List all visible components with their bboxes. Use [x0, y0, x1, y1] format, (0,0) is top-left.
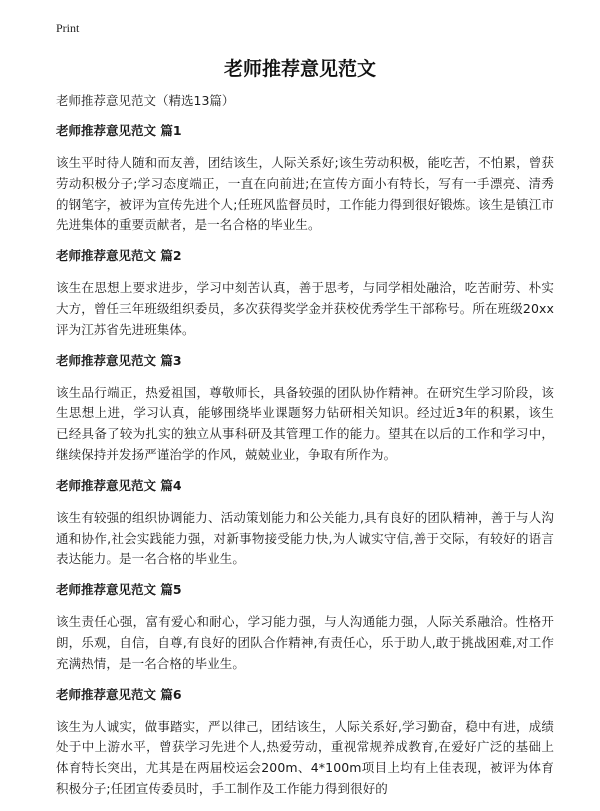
section-body-2: 该生在思想上要求进步，学习中刻苦认真，善于思考，与同学相处融洽，吃苦耐劳、朴实大方，曾任三年班级组织委员，多次获得奖学金并获校优秀学生干部称号。所在班级20xx评为江苏省先进班集体。 — [56, 280, 554, 337]
section-heading-1: 老师推荐意见范文 篇1 — [56, 123, 182, 138]
page-title: 老师推荐意见范文 — [223, 58, 376, 80]
section-body-6: 该生为人诚实，做事踏实，严以律己，团结该生，人际关系好,学习勤奋，稳中有进，成绩处于中上游水平，曾获学习先进个人,热爱劳动，重视常规养成教育,在爱好广泛的基础上体育特长突出，尤其是在两届校运会200m、4*100m项目上均有上佳表现，被评为体育积极分子;任团宣传委员时，手工制作及工作能力得到很好的 — [56, 718, 554, 796]
section-body-1: 该生平时待人随和而友善，团结该生，人际关系好;该生劳动积极，能吃苦，不怕累，曾获劳动积极分子;学习态度端正，一直在向前进;在宣传方面小有特长，写有一手漂亮、清秀的钢笔字，被评为宣传先进个人;任班风监督员时，工作能力得到很好锻炼。该生是镇江市先进集体的重要贡献者，是一名合格的毕业生。 — [56, 155, 554, 233]
section-heading-5: 老师推荐意见范文 篇5 — [56, 582, 182, 598]
section-heading-4: 老师推荐意见范文 篇4 — [56, 477, 182, 493]
section-body-5: 该生责任心强，富有爱心和耐心，学习能力强，与人沟通能力强，人际关系融洽。性格开朗，乐观，自信，自尊,有良好的团队合作精神,有责任心，乐于助人,敢于挑战困难,对工作充满热情，是一名合格的毕业生。 — [56, 614, 554, 671]
section-body-3: 该生品行端正，热爱祖国，尊敬师长，具备较强的团队协作精神。在研究生学习阶段，该生思想上进，学习认真，能够围绕毕业课题努力钻研相关知识。经过近3年的积累，该生已经具备了较为扎实的独立从事科研及其管理工作的能力。望其在以后的工作和学习中，继续保持并发扬严谨治学的作风，兢兢业业，争取有所作为。 — [56, 384, 554, 462]
section-body-4: 该生有较强的组织协调能力、活动策划能力和公关能力,具有良好的团队精神，善于与人沟通和协作,社会实践能力强，对新事物接受能力快,为人诚实守信,善于交际，有较好的语言表达能力。是一名合格的毕业生。 — [56, 509, 554, 567]
document-content — [56, 92, 554, 811]
section-heading-2: 老师推荐意见范文 篇2 — [56, 248, 182, 264]
section-heading-3: 老师推荐意见范文 篇3 — [56, 352, 182, 368]
print-link[interactable]: Print — [56, 21, 80, 35]
document-subtitle: 老师推荐意见范文（精选13篇） — [56, 93, 235, 108]
section-heading-6: 老师推荐意见范文 篇6 — [56, 686, 182, 702]
